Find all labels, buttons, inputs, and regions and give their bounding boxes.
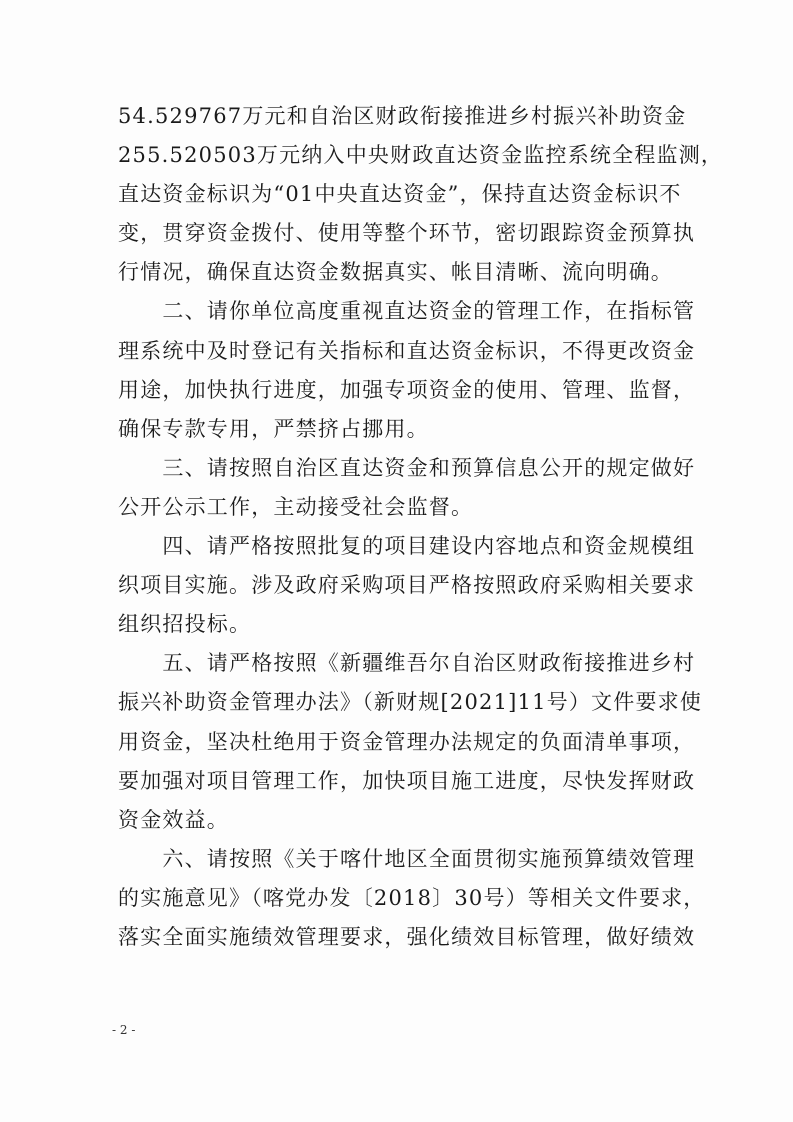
text-line: 三、请按照自治区直达资金和预算信息公开的规定做好 [118,455,696,480]
text-line: 二、请你单位高度重视直达资金的管理工作，在指标管 [118,299,696,324]
text-line: 公开公示工作，主动接受社会监督。 [118,494,474,519]
text-line: 组织招投标。 [118,612,252,637]
text-line: 织项目实施。涉及政府采购项目严格按照政府采购相关要求 [118,573,696,598]
text-line: 行情况，确保直达资金数据真实、帐目清晰、流向明确。 [118,260,673,285]
text-line: 用资金，坚决杜绝用于资金管理办法规定的负面清单事项， [118,729,696,754]
text-line: 六、请按照《关于喀什地区全面贯彻实施预算绩效管理 [118,846,696,871]
text-line: 理系统中及时登记有关指标和直达资金标识，不得更改资金 [118,338,696,363]
text-line: 确保专款专用，严禁挤占挪用。 [118,416,429,441]
text-line: 要加强对项目管理工作，加快项目施工进度，尽快发挥财政 [118,768,696,793]
text-line: 直达资金标识为“01中央直达资金”，保持直达资金标识不 [118,182,682,207]
text-line: 振兴补助资金管理办法》（新财规[2021]11号）文件要求使 [118,690,703,715]
text-line: 资金效益。 [118,807,229,832]
text-line: 四、请严格按照批复的项目建设内容地点和资金规模组 [118,534,696,559]
text-line: 变，贯穿资金拨付、使用等整个环节，密切跟踪资金预算执 [118,221,696,246]
text-line: 五、请严格按照《新疆维吾尔自治区财政衔接推进乡村 [118,651,696,676]
text-line: 的实施意见》（喀党办发〔2018〕30号）等相关文件要求， [118,885,706,910]
text-line: 54.529767万元和自治区财政衔接推进乡村振兴补助资金 [118,104,687,128]
page-number: - 2 - [112,1023,136,1037]
text-line: 落实全面实施绩效管理要求，强化绩效目标管理，做好绩效 [118,924,696,949]
text-line: 用途，加快执行进度，加强专项资金的使用、管理、监督， [118,377,696,402]
text-line: 255.520503万元纳入中央财政直达资金监控系统全程监测， [118,143,724,168]
body-text [118,97,724,957]
